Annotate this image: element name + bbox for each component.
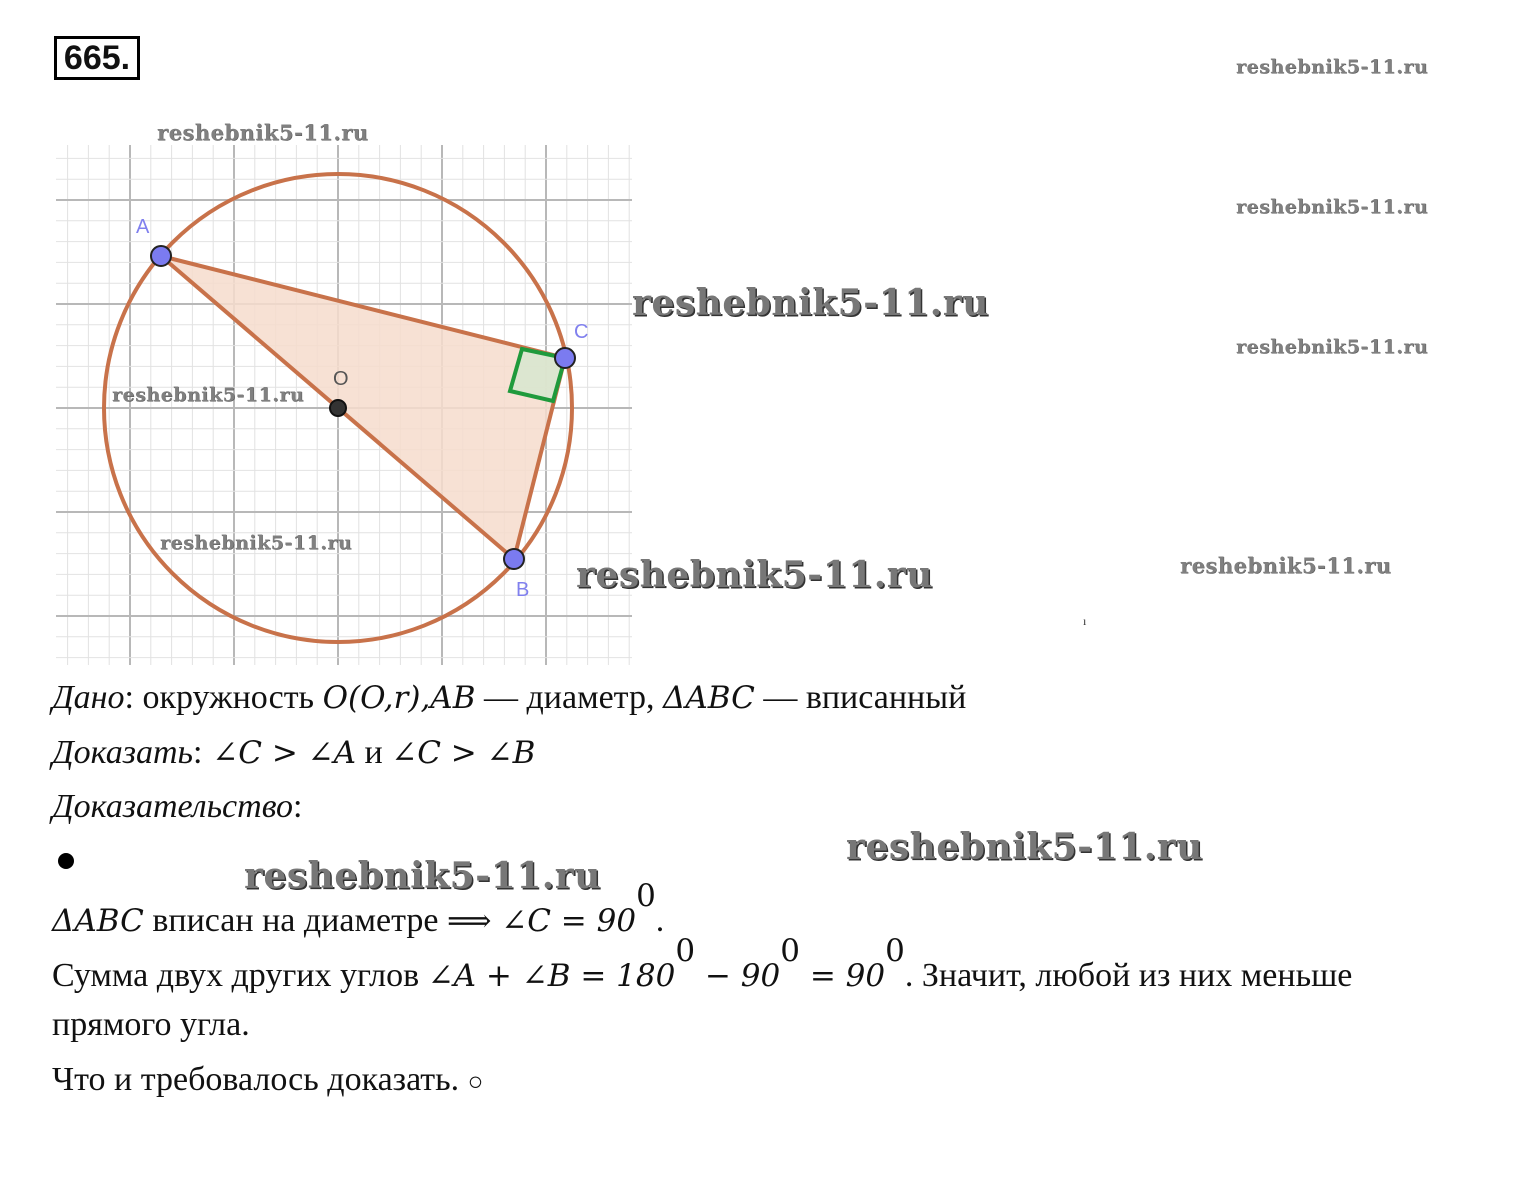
proof-line-1: ΔABC вписан на диаметре ⟹ ∠C = $90^0$. [52,878,665,939]
watermark: reshebnik5-11.ru [244,855,601,897]
point-b [504,549,524,569]
stray-mark: ı [1083,614,1087,628]
watermark: reshebnik5-11.ru [112,384,305,406]
watermark: reshebnik5-11.ru [1236,196,1429,218]
proof-line-3: прямого угла. [52,1006,250,1043]
given-label: Дано [52,679,125,716]
bullet-dot [58,853,74,869]
point-c [555,348,575,368]
proof-line-2: Сумма двух других углов ∠A + ∠B = $180^0 - 90^0 = 90^0$. Значит, любой из них меньше [52,933,1353,994]
watermark: reshebnik5-11.ru [157,120,369,145]
watermark: reshebnik5-11.ru [846,826,1203,868]
label-b: B [516,579,530,601]
watermark: reshebnik5-11.ru [1236,56,1429,78]
watermark: reshebnik5-11.ru [1236,336,1429,358]
label-a: A [136,216,150,238]
given-line: Дано: окружность O(O,r),AB — диаметр, ΔABC — вписанный [52,679,967,716]
label-o: O [333,368,349,390]
proof-label: Доказательство [52,788,294,825]
watermark: reshebnik5-11.ru [1180,553,1392,578]
label-c: C [574,321,589,343]
proof-label-line: Доказательство: [52,788,303,825]
watermark: reshebnik5-11.ru [632,282,989,324]
point-a [151,246,171,266]
problem-number: 665. [54,36,140,80]
proof-line-4: Что и требовалось доказать. ○ [52,1061,484,1098]
prove-line: Доказать: ∠C > ∠A и ∠C > ∠B [52,734,536,771]
point-o [330,400,346,416]
prove-label: Доказать [52,734,193,771]
watermark: reshebnik5-11.ru [160,532,353,554]
watermark: reshebnik5-11.ru [576,554,933,596]
